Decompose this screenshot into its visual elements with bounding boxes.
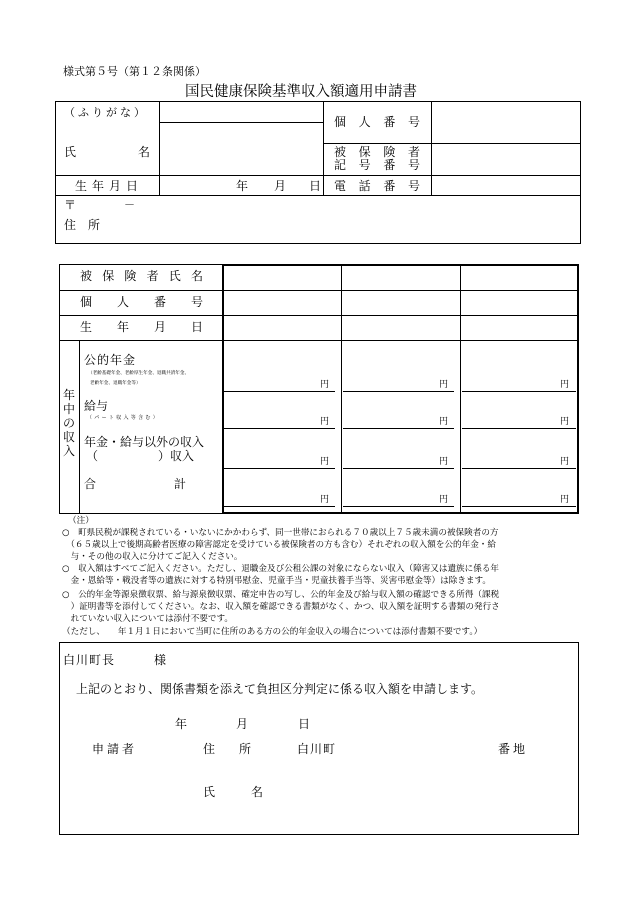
pension-label: 公的年金 xyxy=(84,353,137,367)
declaration-address-input[interactable] xyxy=(340,738,495,760)
phone-input[interactable] xyxy=(433,177,579,194)
yen-unit: 円 xyxy=(439,380,449,390)
declaration-address-label: 住 所 xyxy=(203,742,252,756)
postal-mark: 〒 xyxy=(64,198,77,212)
dob-month: 月 xyxy=(274,179,287,193)
form-code: 様式第５号（第１２条関係） xyxy=(63,65,206,78)
yen-unit: 円 xyxy=(439,457,449,467)
yen-unit: 円 xyxy=(560,457,570,467)
insured-1-name-input[interactable] xyxy=(224,266,339,289)
insured-2-name-input[interactable] xyxy=(343,266,458,289)
name-label: 氏 名 xyxy=(64,145,150,159)
note-line: れていない収入については添付不要です。 xyxy=(62,614,234,624)
banchi-label: 番地 xyxy=(498,742,529,756)
dob-day: 日 xyxy=(309,179,322,193)
declaration-name-input[interactable] xyxy=(270,780,560,804)
page-title: 国民健康保険基準収入額適用申請書 xyxy=(185,84,417,100)
note-line: ○ 収入額はすべてご記入ください。ただし、退職金及び公租公課の対象にならない収入（障害又は遺族に係る年 xyxy=(62,564,500,574)
declaration-day: 日 xyxy=(298,717,311,731)
other-income-label: 年金・給与以外の収入 xyxy=(84,435,205,449)
insured-number-label-2: 記 号 番 号 xyxy=(334,158,420,172)
furigana-label: （ふりがな） xyxy=(64,106,148,119)
insured-number-label-1: 被 保 険 者 xyxy=(334,145,420,159)
declaration-section xyxy=(59,642,579,835)
note-line: ○ 公的年金等源泉徴収票、給与源泉徴収票、確定申告の写し、公的年金及び給与収入額の確認できる所得（課税 xyxy=(62,590,500,600)
yen-unit: 円 xyxy=(560,495,570,505)
insured-2-number-input[interactable] xyxy=(343,292,458,314)
notes-header: （注） xyxy=(68,516,94,526)
note-line: ）証明書等を添付してください。なお、収入額を確認できる書類がなく、かつ、収入額を証明する書類の発行さ xyxy=(62,602,500,612)
salary-label: 給与 xyxy=(84,399,109,413)
yen-unit: 円 xyxy=(560,380,570,390)
declaration-year: 年 xyxy=(175,717,188,731)
declaration-month: 月 xyxy=(236,717,249,731)
address-input[interactable] xyxy=(140,197,578,242)
personal-number-input[interactable] xyxy=(433,103,579,142)
phone-label: 電 話 番 号 xyxy=(334,179,420,193)
insured-name-label: 被 保 険 者 氏 名 xyxy=(80,269,203,283)
insured-3-dob-input[interactable] xyxy=(462,317,576,339)
dob-label: 生年月日 xyxy=(75,179,144,193)
note-line: （ただし、 年１月１日において当町に住所のある方の公的年金収入の場合については添付書類不要です。） xyxy=(62,627,483,637)
postal-dash: － xyxy=(124,198,135,211)
note-line: （６５歳以上で後期高齢者医療の障害認定を受けている被保険者の方も含む）それぞれの収入額を公的年金・給 xyxy=(62,540,496,550)
yen-unit: 円 xyxy=(320,417,330,427)
yen-unit: 円 xyxy=(320,495,330,505)
note-line: 与・その他の収入に分けてご記入ください。 xyxy=(62,552,243,562)
insured-1-dob-input[interactable] xyxy=(224,317,339,339)
insured-1-number-input[interactable] xyxy=(224,292,339,314)
personal-number-label: 個 人 番 号 xyxy=(334,115,420,129)
yen-unit: 円 xyxy=(439,417,449,427)
note-line: 金・恩給等・戦没者等の遺族に対する特別弔慰金、児童手当・児童扶養手当等、災害弔慰金等）は除きます。 xyxy=(62,576,492,586)
name-input[interactable] xyxy=(161,124,321,174)
yen-unit: 円 xyxy=(320,380,330,390)
furigana-input[interactable] xyxy=(161,103,321,121)
declaration-name-label: 氏 名 xyxy=(203,785,264,799)
insured-number-label: 個 人 番 号 xyxy=(80,295,203,309)
yen-unit: 円 xyxy=(560,417,570,427)
declaration-statement: 上記のとおり、関係書類を添えて負担区分判定に係る収入額を申請します。 xyxy=(76,682,484,696)
declaration-date-input[interactable] xyxy=(140,714,310,734)
other-income-label-2: （ ）収入 xyxy=(86,449,195,463)
insured-3-number-input[interactable] xyxy=(462,292,576,314)
yen-unit: 円 xyxy=(320,457,330,467)
address-label: 住 所 xyxy=(64,218,101,232)
insured-3-name-input[interactable] xyxy=(462,266,576,289)
note-line: ○ 町県民税が課税されている・いないにかかわらず、同一世帯におられる７０歳以上７５歳未満の被保険者の方 xyxy=(62,528,499,538)
dob-year: 年 xyxy=(236,179,249,193)
pension-note-2: 老齢年金、退職年金等） xyxy=(90,381,141,386)
addressee: 白川町長 様 xyxy=(63,653,168,667)
income-side-label: 年 中 の 収 入 xyxy=(62,388,75,458)
dob-input[interactable] xyxy=(161,177,321,194)
total-label: 合 計 xyxy=(84,477,186,491)
insured-number-input[interactable] xyxy=(433,145,579,174)
pension-note-1: （老齢基礎年金、老齢厚生年金、退職共済年金、 xyxy=(88,371,190,376)
salary-note: （パート収入等含む） xyxy=(87,415,161,421)
insured-dob-label: 生 年 月 日 xyxy=(80,320,203,334)
applicant-label: 申請者 xyxy=(92,742,138,756)
insured-2-dob-input[interactable] xyxy=(343,317,458,339)
yen-unit: 円 xyxy=(439,495,449,505)
town-name: 白川町 xyxy=(297,742,337,756)
